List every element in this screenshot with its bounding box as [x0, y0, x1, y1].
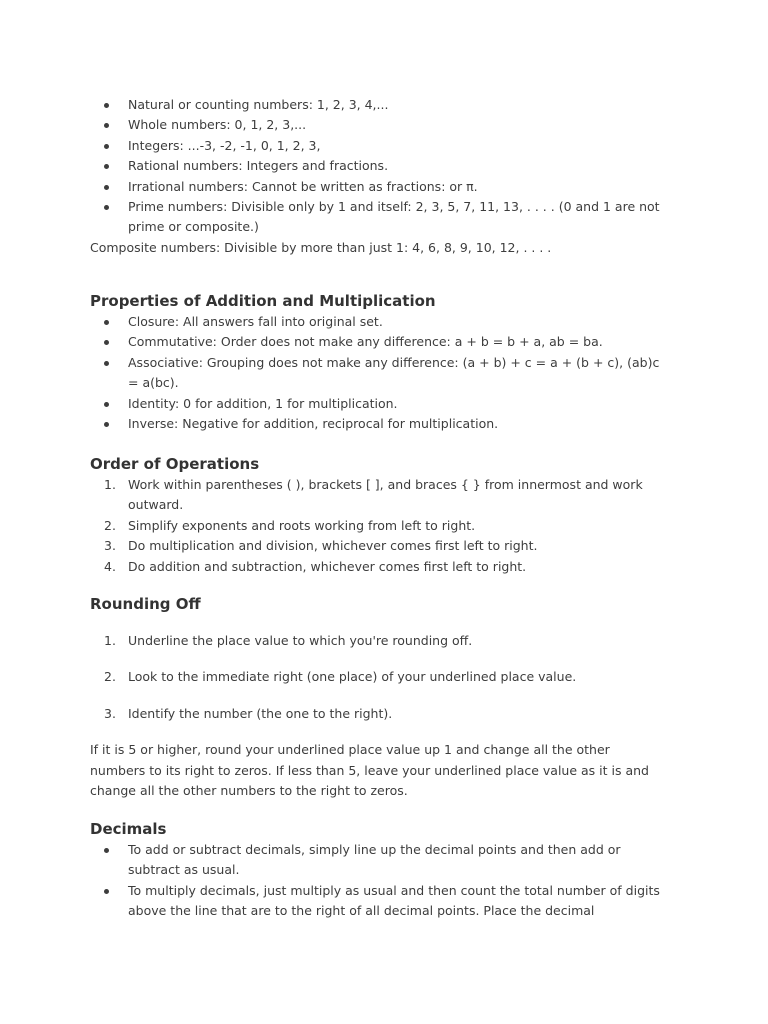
- order-of-operations-section: [0, 453, 768, 577]
- list-item: [0, 536, 768, 556]
- rounding-off-list: [0, 631, 768, 724]
- list-item: Irrational numbers: Cannot be written as fractions: or π.: [0, 177, 768, 197]
- list-item: To multiply decimals, just multiply as usual and then count the total number of digits above the line that are to the right of all decimal points. Place the decimal: [0, 881, 768, 922]
- list-item-text: Do multiplication and division, whichever comes first left to right.: [128, 538, 538, 554]
- list-item-text: Identify the number (the one to the right).: [128, 705, 393, 721]
- list-item: Integers: ...-3, -2, -1, 0, 1, 2, 3,: [0, 136, 768, 156]
- list-item: Associative: Grouping does not make any difference: (a + b) + c = a + (b + c), (ab)c = a(bc).: [0, 353, 768, 394]
- section-heading: Rounding Off: [90, 595, 201, 613]
- list-item-text: Simplify exponents and roots working from left to right.: [128, 517, 476, 533]
- list-number: 1.: [104, 633, 116, 648]
- list-item: [0, 667, 768, 687]
- list-number: 3.: [104, 705, 116, 721]
- list-number: 3.: [104, 538, 116, 554]
- list-item-text: Do addition and subtraction, whichever comes first left to right.: [128, 558, 527, 574]
- list-item: Whole numbers: 0, 1, 2, 3,...: [0, 115, 768, 135]
- rounding-paragraph: If it is 5 or higher, round your underlined place value up 1 and change all the other numbers to its right to zeros. If less than 5, leave your underlined place value as it is and change all the other numbers to the right to zeros.: [90, 742, 649, 799]
- number-types-list: [0, 95, 768, 238]
- decimals-list: [0, 840, 768, 922]
- list-item: [0, 557, 768, 577]
- list-item-text: Underline the place value to which you're rounding off.: [128, 633, 473, 648]
- list-item: To add or subtract decimals, simply line up the decimal points and then add or subtract as usual.: [0, 840, 768, 881]
- properties-list: [0, 312, 768, 434]
- list-item: [0, 475, 768, 516]
- list-item: Prime numbers: Divisible only by 1 and itself: 2, 3, 5, 7, 11, 13, . . . . (0 and 1 are not prime or composite.): [0, 197, 768, 238]
- decimals-section: [0, 818, 768, 922]
- list-item: Closure: All answers fall into original set.: [0, 312, 768, 332]
- list-number: 4.: [104, 558, 116, 574]
- properties-section: [0, 290, 768, 434]
- order-of-operations-list: [0, 475, 768, 577]
- section-heading: Decimals: [90, 820, 167, 838]
- list-item: Commutative: Order does not make any difference: a + b = b + a, ab = ba.: [0, 332, 768, 352]
- rounding-off-section: [0, 593, 768, 801]
- list-item-text: Look to the immediate right (one place) of your underlined place value.: [128, 669, 577, 685]
- list-item: Identity: 0 for addition, 1 for multiplication.: [0, 394, 768, 414]
- number-types-section: [0, 95, 768, 258]
- list-item: Inverse: Negative for addition, reciprocal for multiplication.: [0, 414, 768, 434]
- list-item: Natural or counting numbers: 1, 2, 3, 4,...: [0, 95, 768, 115]
- list-item-text: Work within parentheses ( ), brackets [ ], and braces { } from innermost and work outward.: [128, 477, 643, 513]
- list-item: [0, 516, 768, 536]
- composite-numbers-line: Composite numbers: Divisible by more than just 1: 4, 6, 8, 9, 10, 12, . . . .: [90, 239, 552, 255]
- list-item: [0, 704, 768, 724]
- list-item: Rational numbers: Integers and fractions.: [0, 156, 768, 176]
- list-number: 1.: [104, 477, 116, 492]
- section-heading: Properties of Addition and Multiplication: [90, 292, 436, 310]
- list-number: 2.: [104, 517, 116, 533]
- list-item: [0, 631, 768, 651]
- section-heading: Order of Operations: [90, 455, 260, 473]
- list-number: 2.: [104, 669, 116, 685]
